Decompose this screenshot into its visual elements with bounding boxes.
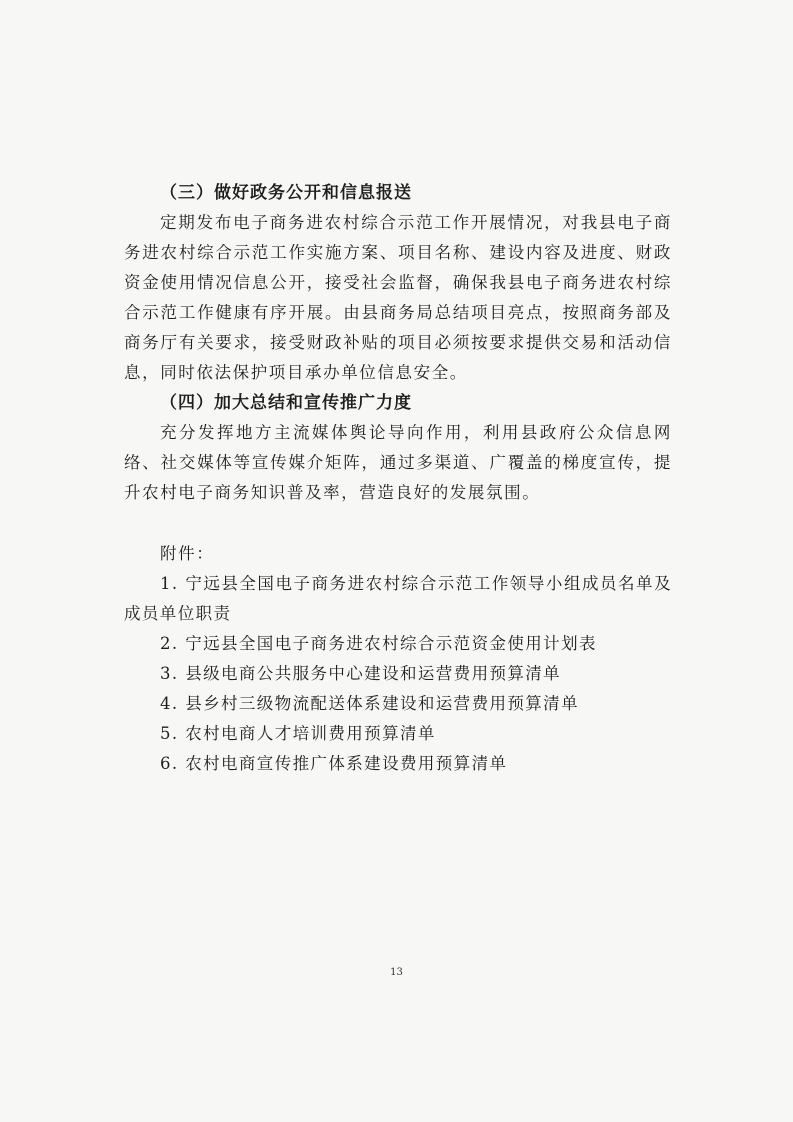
attachment-item: 1. 宁远县全国电子商务进农村综合示范工作领导小组成员名单及成员单位职责 xyxy=(124,574,672,623)
section-paragraph-3: 定期发布电子商务进农村综合示范工作开展情况，对我县电子商务进农村综合示范工作实施方案、项目名称、建设内容及进度、财政资金使用情况信息公开，接受社会监督，确保我县电子商务进农村综合示范工作健康有序开展。由县商务局总结项目亮点，按照商务部及商务厅有关要求，接受财政补贴的项目必须按要求提供交易和活动信息，同时依法保护项目承办单位信息安全。 xyxy=(124,213,672,382)
attachment-item: 5. 农村电商人才培训费用预算清单 xyxy=(160,724,436,743)
section-paragraph-4: 充分发挥地方主流媒体舆论导向作用，利用县政府公众信息网络、社交媒体等宣传媒介矩阵，通过多渠道、广覆盖的梯度宣传，提升农村电子商务知识普及率，营造良好的发展氛围。 xyxy=(124,423,672,502)
attachment-item: 2. 宁远县全国电子商务进农村综合示范资金使用计划表 xyxy=(160,634,597,653)
document-body xyxy=(124,178,672,779)
attachment-item: 3. 县级电商公共服务中心建设和运营费用预算清单 xyxy=(160,664,562,683)
attachments-list xyxy=(124,569,672,779)
attachment-item: 4. 县乡村三级物流配送体系建设和运营费用预算清单 xyxy=(160,694,579,713)
page-number: 13 xyxy=(390,967,403,978)
spacer xyxy=(124,508,672,539)
attachment-item: 6. 农村电商宣传推广体系建设费用预算清单 xyxy=(160,754,508,773)
attachments-label: 附件： xyxy=(160,544,215,563)
section-heading-4: （四）加大总结和宣传推广力度 xyxy=(160,393,412,413)
section-heading-3: （三）做好政务公开和信息报送 xyxy=(160,183,412,203)
